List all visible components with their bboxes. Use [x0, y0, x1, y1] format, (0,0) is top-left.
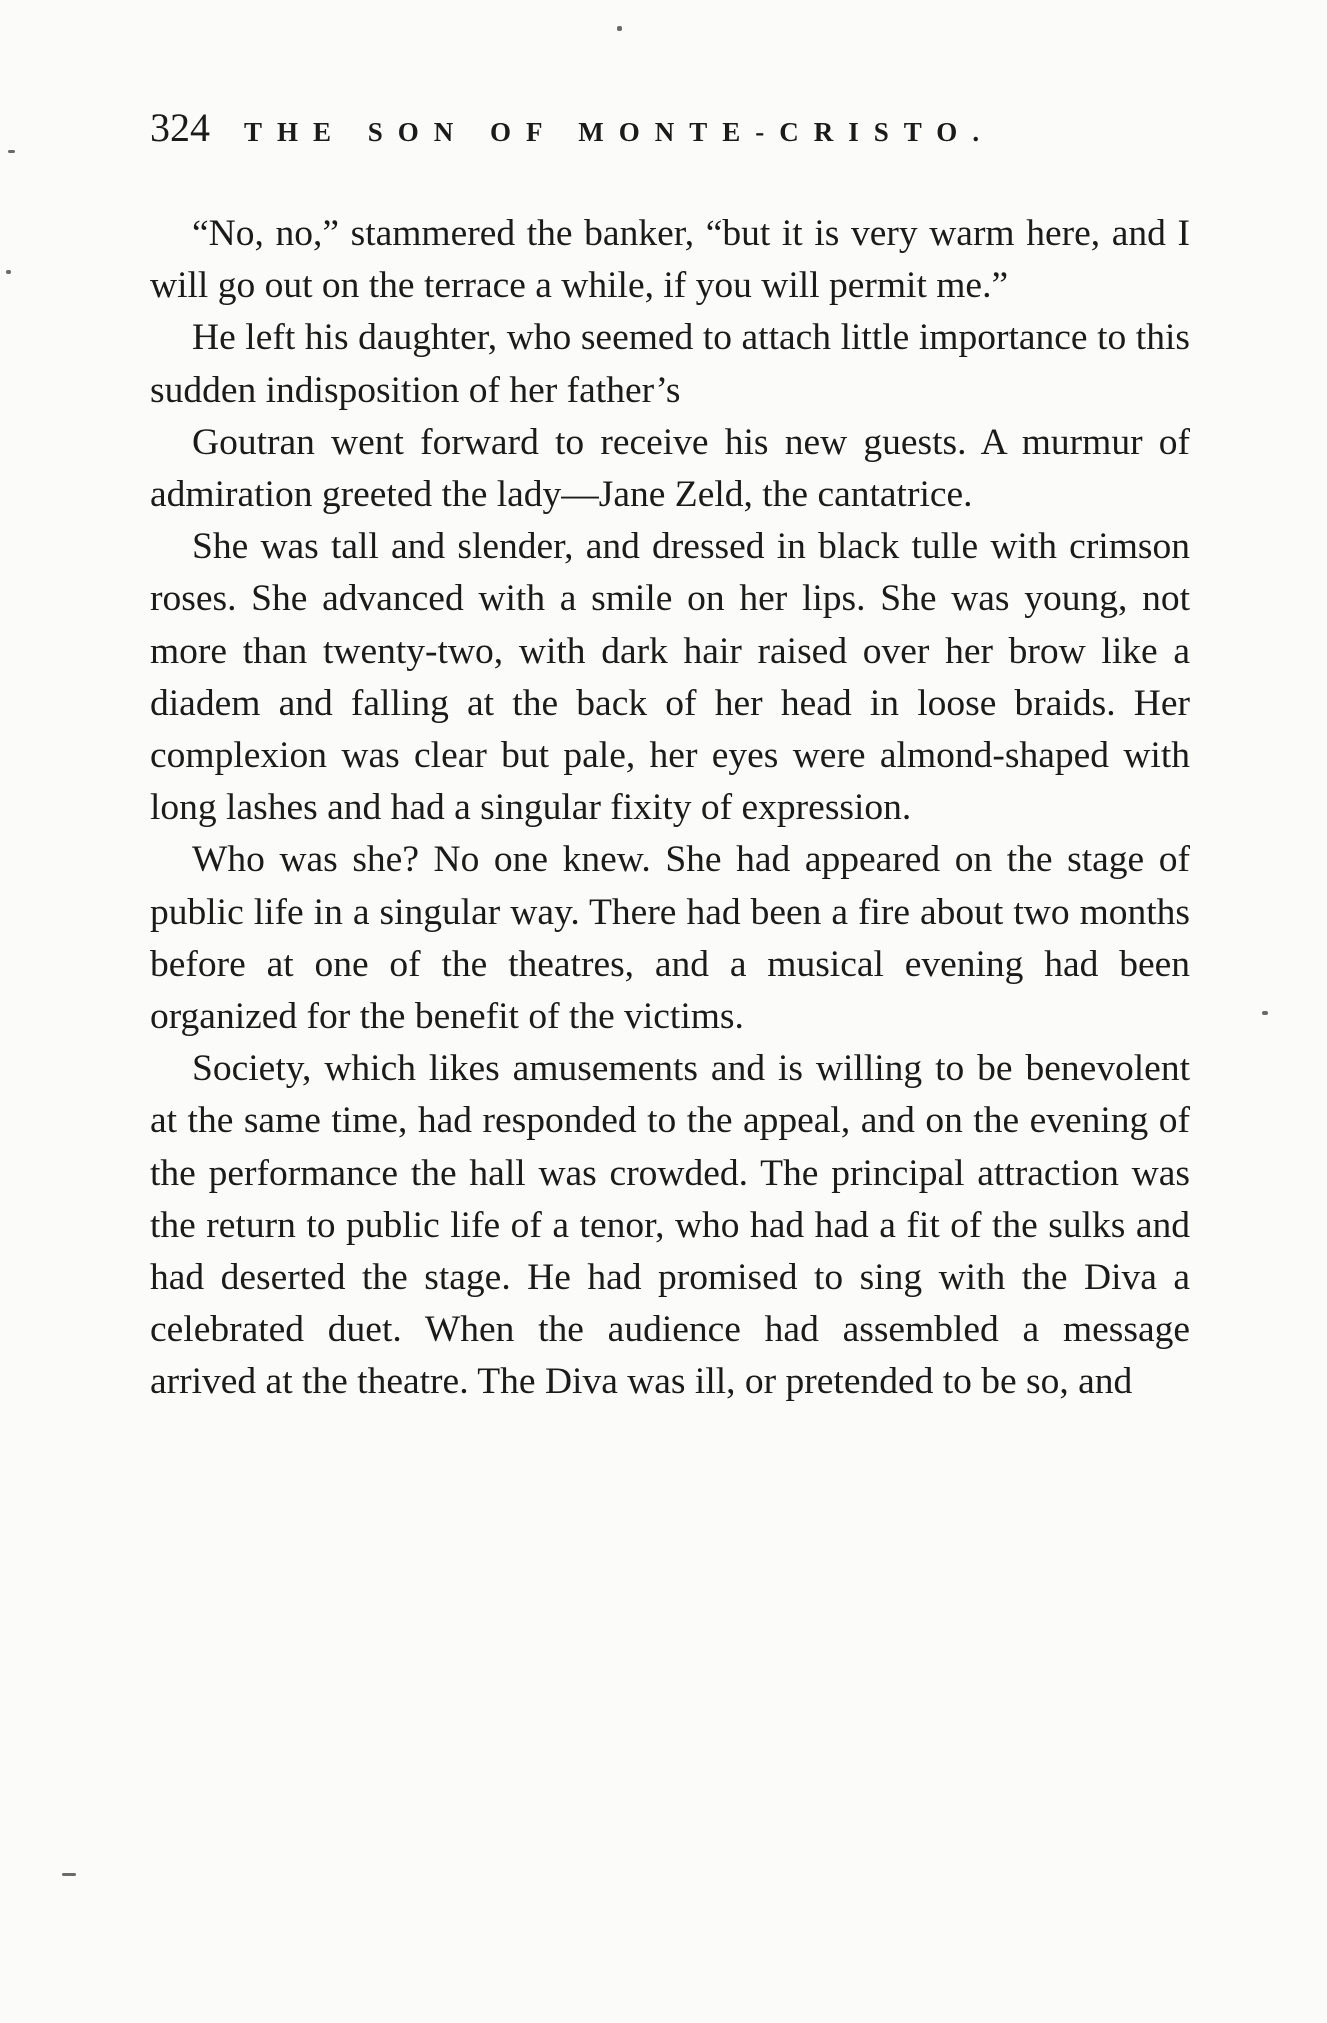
paragraph: Society, which likes amusements and is willing to be benevolent at the same time, had responded to the appeal, and on the evening of the performance the hall was crowded. The principal attraction was the return to public life of a tenor, who had had a fit of the sulks and had deserted the stage. He had promised to sing with the Diva a celebrated duet. When the audience had assembled a message arrived at the theatre. The Diva was ill, or pretended to be so, and [150, 1048, 1190, 1403]
page-number: 324 [150, 105, 210, 150]
scan-speck [6, 270, 11, 274]
scan-speck [8, 150, 15, 153]
body-text [150, 208, 1190, 1409]
paragraph: He left his daughter, who seemed to attach little importance to this sudden indisposition of her father’s [150, 317, 1190, 411]
paragraph: Who was she? No one knew. She had appeared on the stage of public life in a singular way. There had been a fire about two months before at one of the theatres, and a musical evening had been organized for the benefit of the victims. [150, 839, 1190, 1038]
scan-speck [617, 26, 622, 31]
page-header [150, 104, 1200, 164]
scan-speck [1262, 1011, 1268, 1015]
running-title: THE SON OF MONTE-CRISTO. [244, 117, 995, 147]
paragraph: “No, no,” stammered the banker, “but it is very warm here, and I will go out on the terrace a while, if you will permit me.” [150, 213, 1190, 307]
paragraph: She was tall and slender, and dressed in black tulle with crimson roses. She advanced with a smile on her lips. She was young, not more than twenty-two, with dark hair raised over her brow like a diadem and falling at the back of her head in loose braids. Her complexion was clear but pale, her eyes were almond-shaped with long lashes and had a singular fixity of expression. [150, 526, 1190, 829]
paragraph: Goutran went forward to receive his new guests. A murmur of admiration greeted the lady—Jane Zeld, the cantatrice. [150, 421, 1190, 516]
scan-speck [62, 1873, 76, 1876]
